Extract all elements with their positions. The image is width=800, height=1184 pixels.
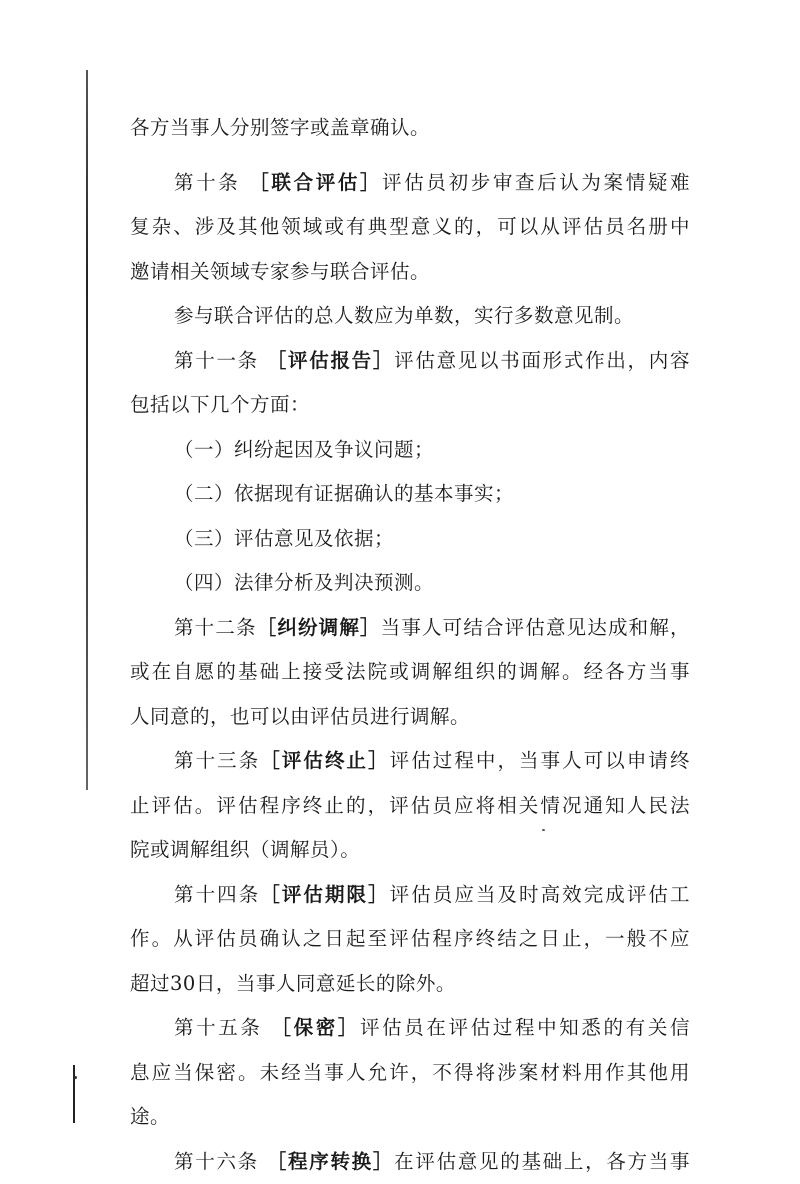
text-line: 超过30日，当事人同意延长的除外。 <box>130 962 690 1007</box>
article-heading: ［评估终止］ <box>260 749 389 772</box>
article-12-line <box>130 606 690 651</box>
text-line: 人同意的，也可以由评估员进行调解。 <box>130 695 690 740</box>
list-item: （二）依据现有证据确认的基本事实； <box>130 472 690 517</box>
article-text: 评估员在评估过程中知悉的有关信 <box>360 1016 690 1039</box>
article-number: 第十一条 <box>174 349 267 372</box>
article-number: 第十五条 <box>174 1016 271 1039</box>
article-14-line <box>130 873 690 918</box>
article-text: 在评估意见的基础上，各方当事 <box>394 1150 690 1173</box>
article-text: 评估员应当及时高效完成评估工 <box>390 883 690 906</box>
article-heading: ［联合评估］ <box>249 171 382 194</box>
article-heading: ［评估报告］ <box>267 349 394 372</box>
article-heading: ［评估期限］ <box>260 883 389 906</box>
binding-margin-line-bottom <box>73 1065 75 1123</box>
text-line: 包括以下几个方面： <box>130 383 690 428</box>
text-line: 作。从评估员确认之日起至评估程序终结之日止，一般不应 <box>130 917 690 962</box>
article-13-line <box>130 739 690 784</box>
article-text: 评估过程中，当事人可以申请终 <box>390 749 690 772</box>
list-item: （三）评估意见及依据； <box>130 517 690 562</box>
article-heading: ［纠纷调解］ <box>257 616 381 639</box>
text-line: 或在自愿的基础上接受法院或调解组织的调解。经各方当事 <box>130 650 690 695</box>
scan-speck <box>74 1076 77 1079</box>
text-line: 邀请相关领域专家参与联合评估。 <box>130 250 690 295</box>
article-16-line <box>130 1140 690 1184</box>
article-heading: ［程序转换］ <box>267 1150 394 1173</box>
body-text <box>130 106 690 1184</box>
article-number: 第十二条 <box>174 616 257 639</box>
article-heading: ［保密］ <box>271 1016 360 1039</box>
text-line: 途。 <box>130 1095 690 1140</box>
list-item: （一）纠纷起因及争议问题； <box>130 428 690 473</box>
article-15-line <box>130 1006 690 1051</box>
article-number: 第十条 <box>174 171 249 194</box>
binding-margin-line <box>86 70 88 790</box>
text-line: 息应当保密。未经当事人允许，不得将涉案材料用作其他用 <box>130 1051 690 1096</box>
text-line: 止评估。评估程序终止的，评估员应将相关情况通知人民法 <box>130 784 690 829</box>
article-text: 评估员初步审查后认为案情疑难 <box>382 171 690 194</box>
text-line: 参与联合评估的总人数应为单数，实行多数意见制。 <box>130 294 690 339</box>
text-line: 复杂、涉及其他领域或有典型意义的，可以从评估员名册中 <box>130 205 690 250</box>
article-11-line <box>130 339 690 384</box>
article-10-line <box>130 161 690 206</box>
article-number: 第十四条 <box>174 883 260 906</box>
article-text: 评估意见以书面形式作出，内容 <box>394 349 690 372</box>
list-item: （四）法律分析及判决预测。 <box>130 561 690 606</box>
article-number: 第十三条 <box>174 749 260 772</box>
article-text: 当事人可结合评估意见达成和解， <box>381 616 690 639</box>
text-line: 各方当事人分别签字或盖章确认。 <box>130 106 690 151</box>
article-number: 第十六条 <box>174 1150 267 1173</box>
text-line: 院或调解组织（调解员）。 <box>130 828 690 873</box>
